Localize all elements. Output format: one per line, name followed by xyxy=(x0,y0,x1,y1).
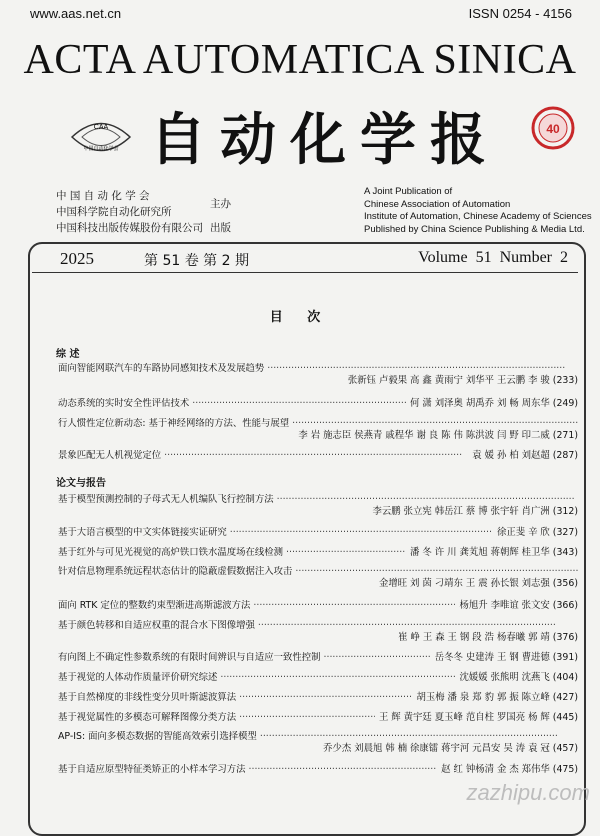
journal-title-cn: 自动化学报 xyxy=(150,108,500,173)
toc-entry-authors: 赵 红 钟杨清 金 杰 郑伟华 (475) xyxy=(441,764,578,775)
caa-logo-subtext: 中国自动化学会 xyxy=(83,146,119,152)
toc-entry-title: 基于自然梯度的非线性变分贝叶斯滤波算法 ····· xyxy=(58,692,412,704)
toc-entry-authors: 岳冬冬 史建涛 王 钢 曹进德 (391) xyxy=(434,652,578,663)
toc-entry-authors: 李 岩 施志臣 侯燕青 戚程华 谢 良 陈 伟 陈洪波 闫 野 印二威 (271) xyxy=(298,430,578,441)
toc-entry-title: 面向 RTK 定位的整数约束型渐进高斯滤波方法 ····· xyxy=(58,600,455,612)
toc-title: 目 次 xyxy=(269,310,331,325)
toc-entry-title: 基于颜色转移和自适应权重的混合水下图像增强 ····· xyxy=(58,620,578,632)
toc-entry[interactable] xyxy=(58,450,578,462)
toc-entry-authors: 王 辉 黄宇廷 夏玉峰 范自柱 罗国亮 杨 辉 (445) xyxy=(378,712,578,723)
toc-entry-authors: 何 潇 刘泽奥 胡禹乔 刘 畅 周东华 (249) xyxy=(410,398,578,409)
journal-url: www.aas.net.cn xyxy=(30,6,122,21)
toc-entry-title: 有向图上不确定性参数系统的有限时间辨识与自适应一致性控制 ····· xyxy=(58,652,431,664)
toc-entry-authors: 金增旺 刘 茵 刁靖东 王 震 孙长银 刘志强 (356) xyxy=(378,578,578,589)
toc-entry-title: 基于红外与可见光视觉的高炉铁口铁水温度场在线检测 ····· xyxy=(58,547,406,559)
toc-entry-title: 景象匹配无人机视觉定位 ····· xyxy=(58,450,468,462)
toc-entry[interactable] xyxy=(58,494,578,518)
issue-volume-en: Volume 51 Number 2 xyxy=(418,249,568,266)
toc-entry-title: 面向智能网联汽车的车路协同感知技术及发展趋势 ····· xyxy=(58,363,578,375)
section-review: 综 述 xyxy=(56,349,80,360)
anniversary-logo-text: 40 xyxy=(546,122,560,136)
publishers-en xyxy=(364,186,592,236)
publisher-en-4: Published by China Science Publishing & Media Ltd. xyxy=(364,223,585,235)
toc-entry-title: 针对信息物理系统远程状态估计的隐蔽虚假数据注入攻击 ····· xyxy=(58,566,578,578)
toc-entry-authors: 潘 冬 许 川 龚芄旭 蒋朝辉 桂卫华 (343) xyxy=(410,547,578,558)
toc-entry[interactable] xyxy=(58,418,578,442)
toc-entry[interactable] xyxy=(58,620,578,644)
toc-entry-title: 行人惯性定位新动态: 基于神经网络的方法、性能与展望 ····· xyxy=(58,418,578,430)
publisher-cn-3: 中国科技出版传媒股份有限公司 xyxy=(56,222,203,234)
toc-entry-authors: 杨旭升 李唯谊 张文安 (366) xyxy=(459,600,578,611)
issue-year: 2025 xyxy=(60,249,94,268)
toc-entry-authors: 胡玉梅 潘 泉 郑 豹 郭 振 陈立峰 (427) xyxy=(416,692,578,703)
section-papers: 论文与报告 xyxy=(56,478,106,489)
publisher-cn-1: 中 国 自 动 化 学 会 xyxy=(56,190,150,202)
publisher-en-1: A Joint Publication of xyxy=(364,186,453,197)
header-divider xyxy=(32,272,578,273)
toc-entry[interactable] xyxy=(58,764,578,776)
toc-entry-authors: 徐正斐 辛 欣 (327) xyxy=(496,527,578,538)
issue-header xyxy=(44,249,574,271)
toc-entry-title: 基于视觉的人体动作质量评价研究综述 ····· xyxy=(58,672,455,684)
toc-entry-authors: 乔少杰 刘晨旭 韩 楠 徐康镭 蒋宇河 元昌安 吴 涛 袁 冠 (457) xyxy=(323,743,578,754)
caa-logo xyxy=(68,112,134,162)
toc-entry-authors: 崔 峥 王 森 王 钢 段 浩 杨春曦 郭 靖 (376) xyxy=(398,632,578,643)
publisher-en-2: Chinese Association of Automation xyxy=(364,198,511,210)
toc-entry-authors: 张新钰 卢毅果 高 鑫 黄雨宁 刘华平 王云鹏 李 骏 (233) xyxy=(347,375,578,386)
toc-entry-title: 动态系统的实时安全性评估技术 ····· xyxy=(58,398,406,410)
toc-entry-title: 基于自适应原型特征类矫正的小样本学习方法 ····· xyxy=(58,764,437,776)
toc-entry[interactable] xyxy=(58,363,578,387)
toc-entry[interactable] xyxy=(58,731,578,755)
journal-title-en: ACTA AUTOMATICA SINICA xyxy=(23,37,577,83)
caa-logo-text: CAA xyxy=(93,124,109,131)
publisher-cn-2: 中国科学院自动化研究所 xyxy=(56,206,172,218)
toc-entry[interactable] xyxy=(58,712,578,724)
issue-volume-cn: 第 51 卷 第 2 期 xyxy=(144,253,249,269)
publisher-label: 出版 xyxy=(210,222,231,234)
toc-entry[interactable] xyxy=(58,672,578,684)
toc-entry-title: 基于大语言模型的中文实体链接实证研究 ····· xyxy=(58,527,493,539)
toc-entry-authors: 袁 媛 孙 柏 刘赵超 (287) xyxy=(472,450,578,461)
issn: ISSN 0254 - 4156 xyxy=(468,6,572,21)
toc-entry[interactable] xyxy=(58,398,578,410)
toc-entry[interactable] xyxy=(58,652,578,664)
sponsor-label: 主办 xyxy=(210,198,231,210)
watermark: zazhipu.com xyxy=(466,780,590,805)
anniversary-logo xyxy=(530,104,576,160)
publisher-en-3: Institute of Automation, Chinese Academy of Sciences xyxy=(364,211,592,222)
toc-entry[interactable] xyxy=(58,692,578,704)
toc-entry-title: AP-IS: 面向多模态数据的智能高效索引选择模型 ····· xyxy=(58,731,578,743)
toc-entry[interactable] xyxy=(58,566,578,590)
toc-entry-title: 基于模型预测控制的子母式无人机编队飞行控制方法 ····· xyxy=(58,494,578,506)
toc-entry-title: 基于视觉属性的多模态可解释图像分类方法 ····· xyxy=(58,712,375,724)
toc-entry[interactable] xyxy=(58,600,578,612)
toc-entry-authors: 沈媛媛 张熊明 沈燕飞 (404) xyxy=(459,672,578,683)
publishers-cn xyxy=(56,188,203,236)
toc-entry[interactable] xyxy=(58,547,578,559)
toc-entry-authors: 李云鹏 张立宪 韩岳江 蔡 博 张宇轩 肖广洲 (312) xyxy=(372,506,578,517)
toc-entry[interactable] xyxy=(58,527,578,539)
